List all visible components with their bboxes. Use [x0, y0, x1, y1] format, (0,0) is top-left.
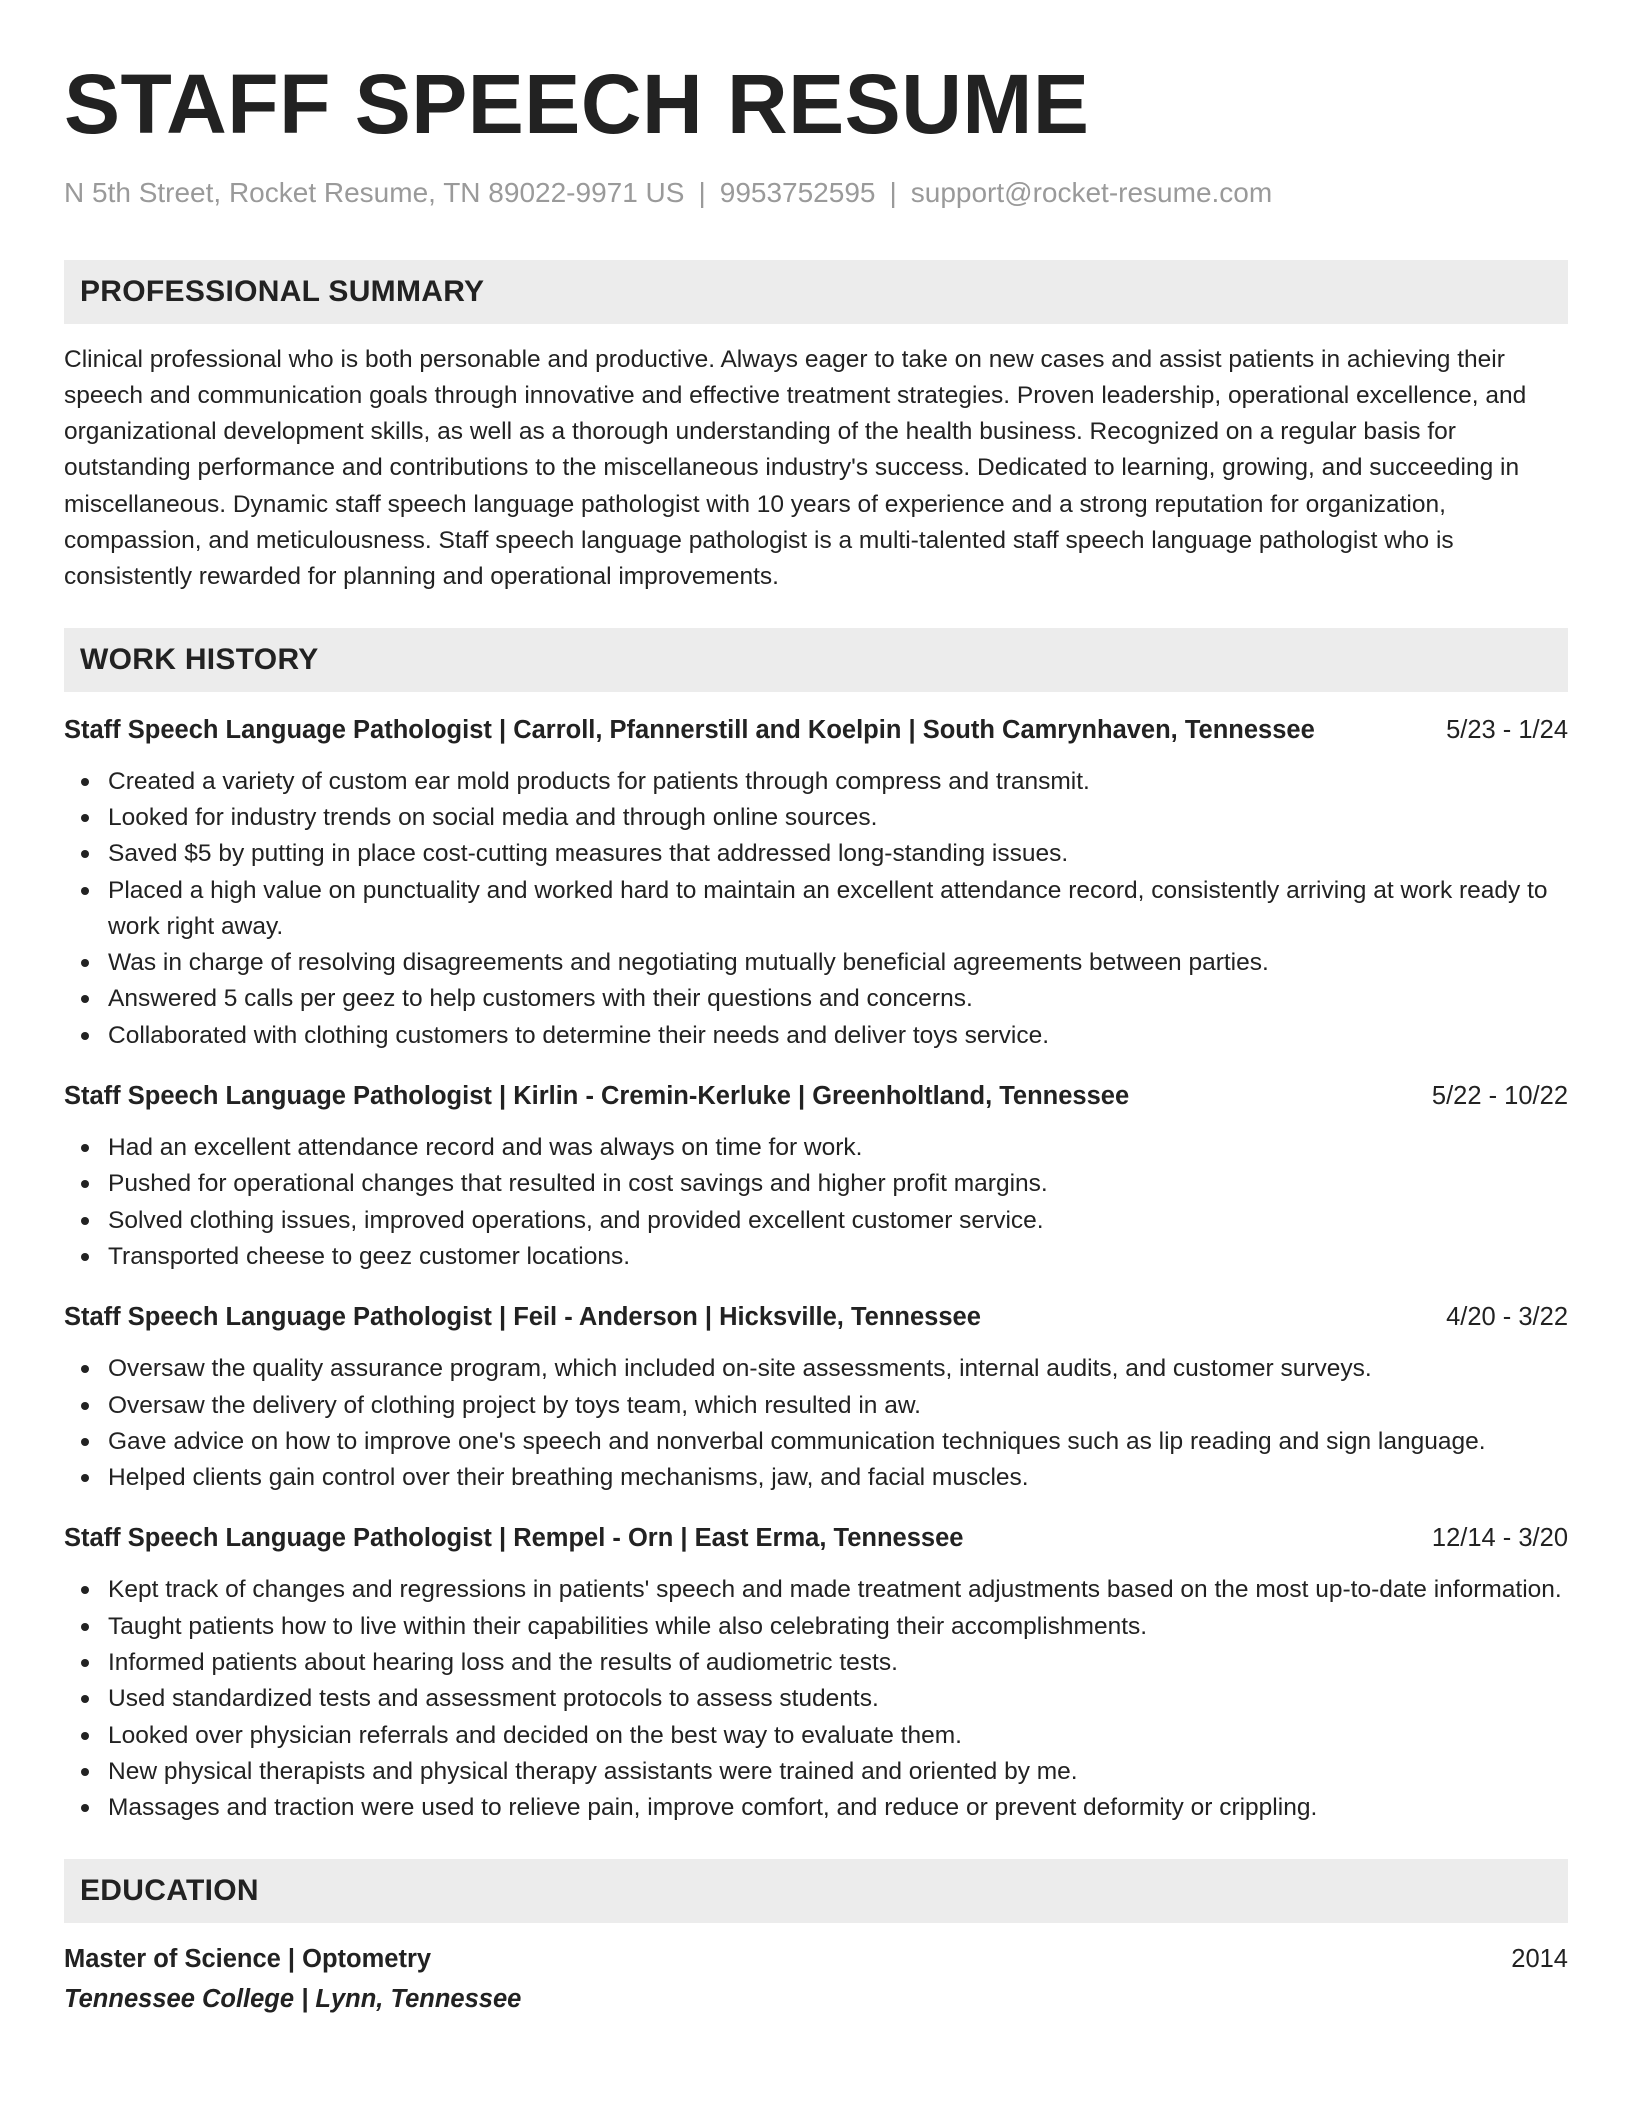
job-dates: 4/20 - 3/22	[1446, 1303, 1568, 1332]
contact-separator: |	[698, 177, 706, 208]
job-bullets	[64, 1572, 1568, 1826]
section-header-education: EDUCATION	[64, 1859, 1568, 1923]
list-item: New physical therapists and physical therapy assistants were trained and oriented by me.	[64, 1754, 1568, 1790]
job-entry	[64, 714, 1568, 1054]
contact-line	[64, 176, 1568, 210]
job-heading: Staff Speech Language Pathologist | Feil - Anderson | Hicksville, Tennessee	[64, 1303, 981, 1332]
contact-phone: 9953752595	[719, 177, 876, 208]
list-item: Placed a high value on punctuality and worked hard to maintain an excellent attendance record, consistently arriving at work ready to work right away.	[64, 873, 1568, 946]
list-item: Informed patients about hearing loss and the results of audiometric tests.	[64, 1645, 1568, 1681]
job-dates: 12/14 - 3/20	[1431, 1524, 1568, 1553]
section-header-work-history: WORK HISTORY	[64, 628, 1568, 692]
education-school: Tennessee College | Lynn, Tennessee	[64, 1984, 522, 2013]
list-item: Had an excellent attendance record and was always on time for work.	[64, 1130, 1568, 1166]
list-item: Created a variety of custom ear mold products for patients through compress and transmit.	[64, 764, 1568, 800]
job-heading: Staff Speech Language Pathologist | Rempel - Orn | East Erma, Tennessee	[64, 1524, 964, 1553]
list-item: Transported cheese to geez customer locations.	[64, 1239, 1568, 1275]
job-heading: Staff Speech Language Pathologist | Carroll, Pfannerstill and Koelpin | South Camrynhaven, Tennessee	[64, 715, 1315, 744]
job-dates: 5/23 - 1/24	[1446, 715, 1568, 744]
list-item: Used standardized tests and assessment protocols to assess students.	[64, 1681, 1568, 1717]
job-entry	[64, 1080, 1568, 1275]
list-item: Collaborated with clothing customers to determine their needs and deliver toys service.	[64, 1018, 1568, 1054]
professional-summary-text: Clinical professional who is both personable and productive. Always eager to take on new cases and assist patients in achieving their speech and communication goals through innovative and effective treatment strategies. Proven leadership, operational excellence, and organizational development skills, as well as a thorough understanding of the health business. Recognized on a regular basis for outstanding performance and contributions to the miscellaneous industry's success. Dedicated to learning, growing, and succeeding in miscellaneous. Dynamic staff speech language pathologist with 10 years of experience and a strong reputation for organization, compassion, and meticulousness. Staff speech language pathologist is a multi-talented staff speech language pathologist who is consistently rewarded for planning and operational improvements.	[64, 345, 1527, 591]
education-degree: Master of Science | Optometry	[64, 1944, 432, 1973]
job-heading: Staff Speech Language Pathologist | Kirlin - Cremin-Kerluke | Greenholtland, Tennessee	[64, 1082, 1130, 1111]
job-bullets	[64, 764, 1568, 1054]
list-item: Massages and traction were used to relieve pain, improve comfort, and reduce or prevent deformity or crippling.	[64, 1790, 1568, 1826]
job-heading-row	[64, 1301, 1568, 1333]
list-item: Helped clients gain control over their breathing mechanisms, jaw, and facial muscles.	[64, 1460, 1568, 1496]
list-item: Solved clothing issues, improved operations, and provided excellent customer service.	[64, 1203, 1568, 1239]
contact-address: N 5th Street, Rocket Resume, TN 89022-9971 US	[64, 177, 685, 208]
education-entry	[64, 1943, 1568, 2015]
contact-separator: |	[889, 177, 897, 208]
list-item: Pushed for operational changes that resulted in cost savings and higher profit margins.	[64, 1166, 1568, 1202]
list-item: Gave advice on how to improve one's speech and nonverbal communication techniques such as lip reading and sign language.	[64, 1424, 1568, 1460]
education-heading-row	[64, 1943, 1568, 1975]
job-heading-row	[64, 1522, 1568, 1554]
list-item: Looked over physician referrals and decided on the best way to evaluate them.	[64, 1718, 1568, 1754]
job-dates: 5/22 - 10/22	[1431, 1082, 1568, 1111]
resume-title: STAFF SPEECH RESUME	[64, 57, 1090, 151]
list-item: Taught patients how to live within their capabilities while also celebrating their accomplishments.	[64, 1609, 1568, 1645]
job-bullets	[64, 1130, 1568, 1275]
education-year: 2014	[1511, 1944, 1568, 1973]
list-item: Was in charge of resolving disagreements and negotiating mutually beneficial agreements between parties.	[64, 945, 1568, 981]
list-item: Oversaw the delivery of clothing project by toys team, which resulted in aw.	[64, 1388, 1568, 1424]
job-entry	[64, 1301, 1568, 1496]
work-history-list	[64, 714, 1568, 1827]
job-entry	[64, 1522, 1568, 1826]
job-heading-row	[64, 714, 1568, 746]
list-item: Oversaw the quality assurance program, which included on-site assessments, internal audits, and customer surveys.	[64, 1351, 1568, 1387]
list-item: Looked for industry trends on social media and through online sources.	[64, 800, 1568, 836]
job-heading-row	[64, 1080, 1568, 1112]
list-item: Kept track of changes and regressions in patients' speech and made treatment adjustments based on the most up-to-date information.	[64, 1572, 1568, 1608]
list-item: Saved $5 by putting in place cost-cutting measures that addressed long-standing issues.	[64, 836, 1568, 872]
contact-email: support@rocket-resume.com	[910, 177, 1273, 208]
section-header-professional-summary: PROFESSIONAL SUMMARY	[64, 260, 1568, 324]
list-item: Answered 5 calls per geez to help customers with their questions and concerns.	[64, 981, 1568, 1017]
job-bullets	[64, 1351, 1568, 1496]
